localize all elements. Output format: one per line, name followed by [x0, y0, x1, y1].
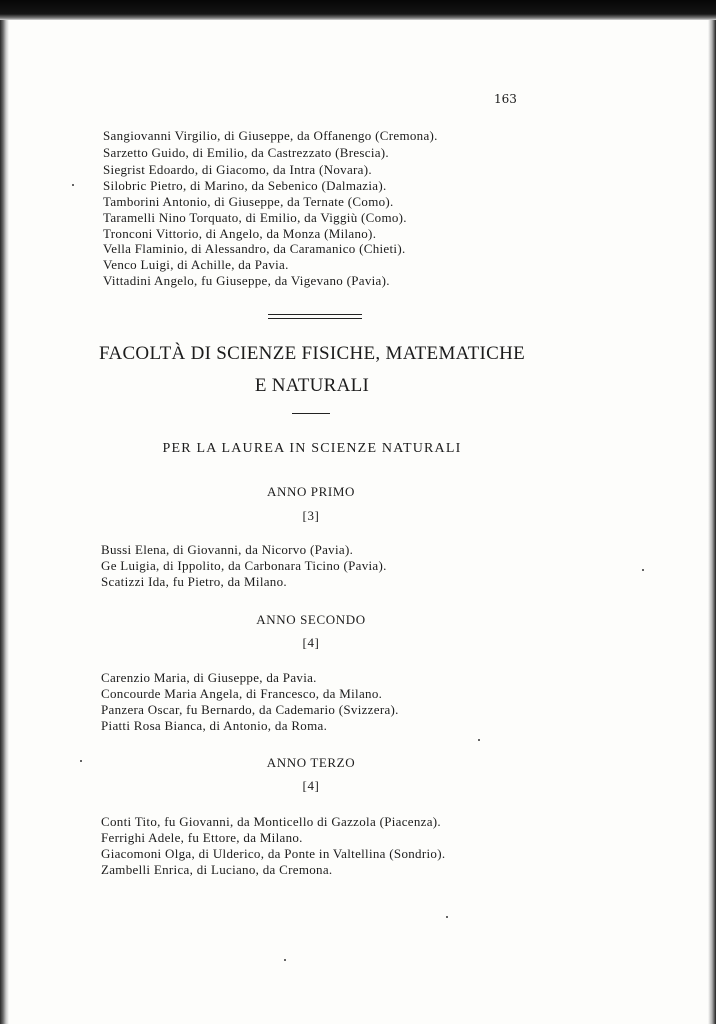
- year-count: [3]: [302, 508, 320, 523]
- list-item: Venco Luigi, di Achille, da Pavia.: [103, 257, 289, 272]
- scan-speck: [478, 739, 480, 741]
- scan-speck: [642, 569, 644, 571]
- list-item: Scatizzi Ida, fu Pietro, da Milano.: [101, 574, 287, 589]
- section-divider: [268, 314, 362, 315]
- list-item: Silobric Pietro, di Marino, da Sebenico (Dalmazia).: [103, 178, 387, 193]
- section-divider: [268, 318, 362, 319]
- list-item: Carenzio Maria, di Giuseppe, da Pavia.: [101, 670, 317, 685]
- list-item: Concourde Maria Angela, di Francesco, da Milano.: [101, 686, 383, 701]
- scan-speck: [284, 959, 286, 961]
- faculty-title: FACOLTÀ DI SCIENZE FISICHE, MATEMATICHE: [98, 343, 526, 364]
- list-item: Bussi Elena, di Giovanni, da Nicorvo (Pavia).: [101, 542, 354, 557]
- list-item: Conti Tito, fu Giovanni, da Monticello di Gazzola (Piacenza).: [101, 814, 441, 829]
- title-underline: [292, 413, 330, 414]
- list-item: Siegrist Edoardo, di Giacomo, da Intra (Novara).: [103, 162, 372, 177]
- list-item: Tamborini Antonio, di Giuseppe, da Ternate (Como).: [103, 194, 394, 209]
- list-item: Ge Luigia, di Ippolito, da Carbonara Ticino (Pavia).: [101, 558, 387, 573]
- year-heading: ANNO TERZO: [266, 755, 356, 770]
- degree-heading: PER LA LAUREA IN SCIENZE NATURALI: [162, 441, 462, 456]
- list-item: Sangiovanni Virgilio, di Giuseppe, da Offanengo (Cremona).: [103, 128, 438, 143]
- scan-top-border: [0, 0, 716, 20]
- list-item: Vella Flaminio, di Alessandro, da Caramanico (Chieti).: [103, 241, 406, 256]
- year-count: [4]: [302, 778, 320, 793]
- year-count: [4]: [302, 635, 320, 650]
- list-item: Zambelli Enrica, di Luciano, da Cremona.: [101, 862, 333, 877]
- scan-right-edge: [708, 20, 716, 1024]
- year-heading: ANNO SECONDO: [256, 612, 366, 627]
- list-item: Giacomoni Olga, di Ulderico, da Ponte in Valtellina (Sondrio).: [101, 846, 446, 861]
- faculty-title: E NATURALI: [254, 375, 370, 396]
- page-number: 163: [494, 92, 517, 106]
- list-item: Vittadini Angelo, fu Giuseppe, da Vigevano (Pavia).: [103, 273, 390, 288]
- list-item: Panzera Oscar, fu Bernardo, da Cademario (Svizzera).: [101, 702, 399, 717]
- list-item: Piatti Rosa Bianca, di Antonio, da Roma.: [101, 718, 328, 733]
- scan-speck: [80, 760, 82, 762]
- year-heading: ANNO PRIMO: [267, 484, 355, 499]
- scan-speck: [446, 916, 448, 918]
- list-item: Tronconi Vittorio, di Angelo, da Monza (Milano).: [103, 226, 377, 241]
- list-item: Ferrighi Adele, fu Ettore, da Milano.: [101, 830, 303, 845]
- scan-speck: [72, 184, 74, 186]
- list-item: Taramelli Nino Torquato, di Emilio, da Viggiù (Como).: [103, 210, 407, 225]
- list-item: Sarzetto Guido, di Emilio, da Castrezzato (Brescia).: [103, 145, 389, 160]
